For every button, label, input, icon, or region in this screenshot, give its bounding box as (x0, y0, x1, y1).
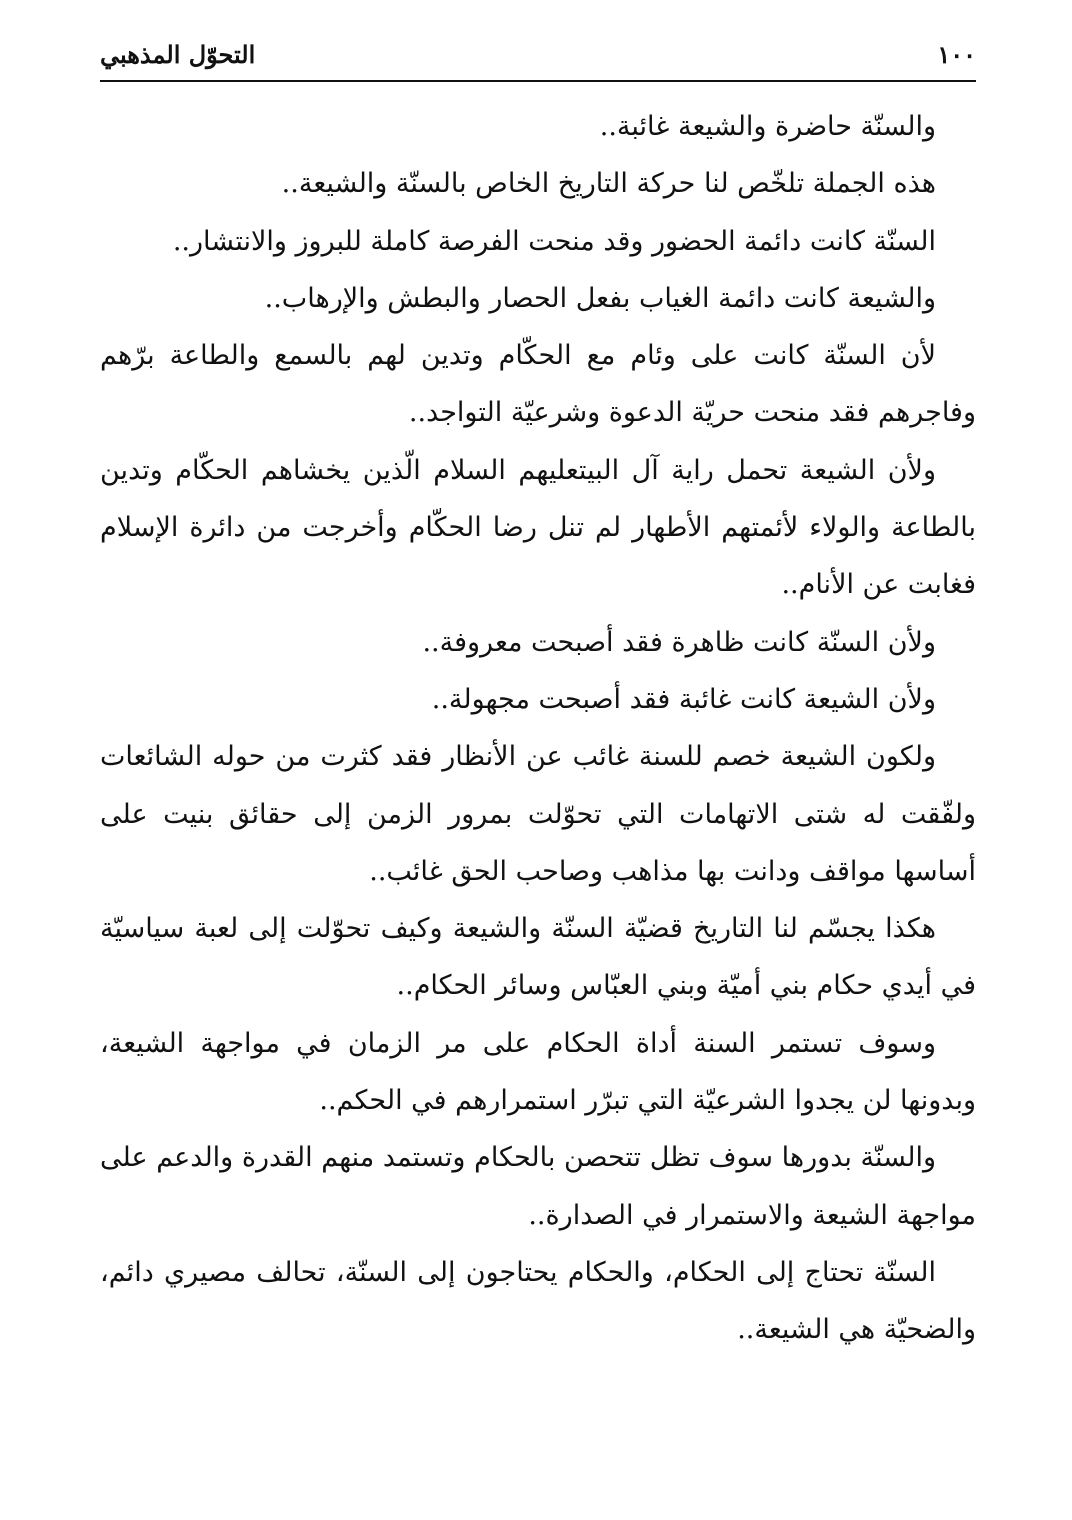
header-rule (100, 80, 976, 82)
paragraph: والسنّة بدورها سوف تظل تتحصن بالحكام وتستمد منهم القدرة والدعم على مواجهة الشيعة والاستمرار في الصدارة.. (100, 1142, 976, 1231)
body-text (100, 98, 976, 1359)
paragraph: ولأن السنّة كانت ظاهرة فقد أصبحت معروفة.. (422, 626, 936, 658)
paragraph: هذه الجملة تلخّص لنا حركة التاريخ الخاص بالسنّة والشيعة.. (281, 168, 936, 200)
paragraph: ولأن الشيعة تحمل راية آل البيتعليهم السلام الّذين يخشاهم الحكّام وتدين بالطاعة والولاء لأئمتهم الأطهار لم تنل رضا الحكّام وأخرجت من دائرة الإسلام فغابت عن الأنام.. (100, 454, 976, 601)
paragraph: ولأن الشيعة كانت غائبة فقد أصبحت مجهولة.. (431, 683, 936, 715)
page-header (100, 36, 976, 76)
paragraph: لأن السنّة كانت على وئام مع الحكّام وتدين لهم بالسمع والطاعة برّهم وفاجرهم فقد منحت حريّة الدعوة وشرعيّة التواجد.. (100, 340, 976, 429)
paragraph: وسوف تستمر السنة أداة الحكام على مر الزمان في مواجهة الشيعة، وبدونها لن يجدوا الشرعيّة التي تبرّر استمرارهم في الحكم.. (100, 1027, 976, 1117)
page-number: ١٠٠ (937, 40, 976, 69)
paragraph: والسنّة حاضرة والشيعة غائبة.. (599, 111, 936, 142)
paragraph: السنّة تحتاج إلى الحكام، والحكام يحتاجون إلى السنّة، تحالف مصيري دائم، والضحيّة هي الشيعة.. (100, 1256, 976, 1346)
paragraph: هكذا يجسّم لنا التاريخ قضيّة السنّة والشيعة وكيف تحوّلت إلى لعبة سياسيّة في أيدي حكام بني أميّة وبني العبّاس وسائر الحكام.. (100, 913, 976, 1002)
paragraph: السنّة كانت دائمة الحضور وقد منحت الفرصة كاملة للبروز والانتشار.. (172, 225, 936, 257)
paragraph: والشيعة كانت دائمة الغياب بفعل الحصار والبطش والإرهاب.. (264, 282, 936, 314)
running-title: التحوّل المذهبي (100, 40, 256, 69)
paragraph: ولكون الشيعة خصم للسنة غائب عن الأنظار فقد كثرت من حوله الشائعات ولفّقت له شتى الاتهامات التي تحوّلت بمرور الزمن إلى حقائق بنيت على أساسها مواقف ودانت بها مذاهب وصاحب الحق غائب.. (100, 741, 976, 887)
